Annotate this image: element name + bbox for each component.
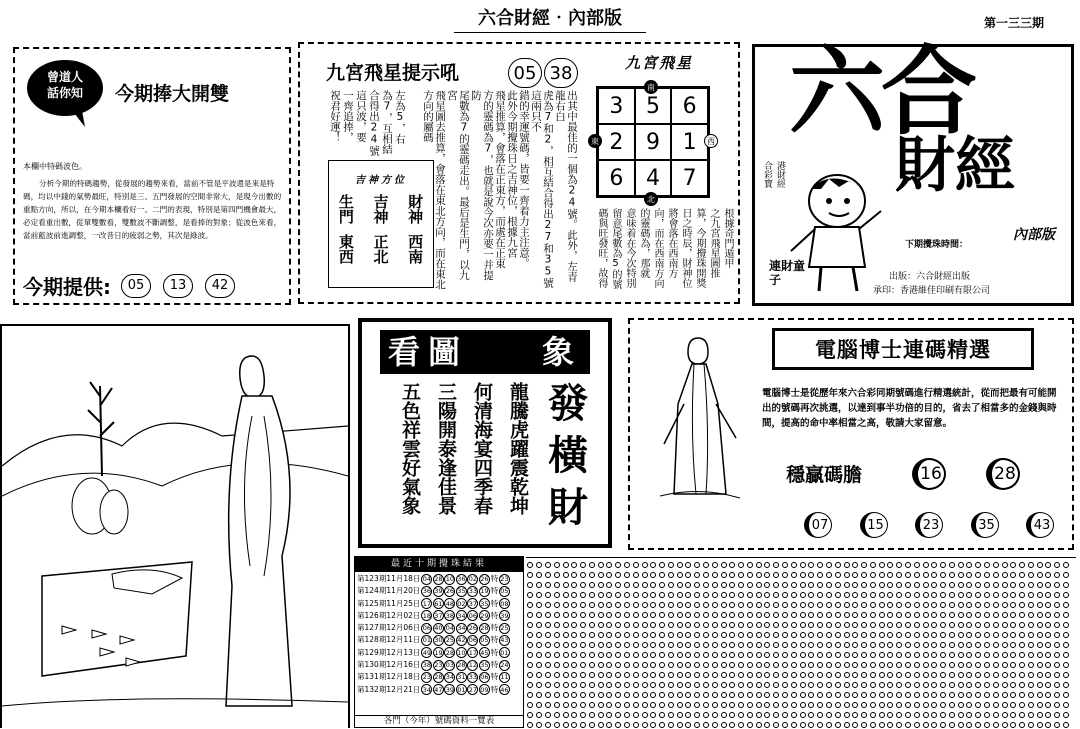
result-number: 28 (434, 673, 443, 682)
result-number: 12 (468, 661, 478, 670)
scholar-garden-illustration (2, 326, 348, 728)
result-issue: 第132期12月21日 (357, 684, 421, 694)
special-number: 39 (500, 611, 509, 620)
result-row (357, 647, 521, 659)
empty-number-dot (923, 722, 929, 728)
empty-number-dot (712, 722, 718, 728)
empty-number-dot (677, 722, 683, 728)
result-issue: 第124期11月20日 (357, 586, 421, 596)
empty-number-dot (993, 722, 999, 728)
empty-number-dot (852, 722, 858, 728)
text-column: 的靈碼為，那就 (638, 208, 649, 278)
result-number: 30 (434, 636, 443, 645)
offer-number: 42 (205, 274, 235, 298)
offer-number: 13 (163, 274, 193, 298)
scholar-illustration-frame (0, 324, 350, 728)
result-number: 03 (445, 661, 455, 670)
result-row (357, 634, 521, 646)
empty-number-dot (808, 722, 814, 728)
empty-number-dot (536, 722, 542, 728)
dot-row (526, 668, 1076, 678)
empty-number-dot (589, 722, 595, 728)
special-number: 08 (500, 599, 509, 608)
doctor-title-box (772, 328, 1034, 370)
stable-number: 28 (986, 458, 1020, 490)
title-number: 38 (544, 58, 578, 88)
special-number: 05 (500, 587, 509, 596)
result-number: 23 (422, 673, 432, 682)
empty-number-dot (949, 722, 955, 728)
result-number: 61 (434, 599, 443, 608)
result-row (357, 671, 521, 683)
empty-number-dot (1002, 722, 1008, 728)
riddle-title-end: 象 (542, 333, 575, 371)
direction-mark-right: 西 (704, 134, 718, 148)
dot-row (526, 638, 1076, 648)
intro-text: 本欄中特碼波色。 (23, 162, 87, 171)
result-number: 38 (422, 661, 432, 670)
empty-number-dot (606, 722, 612, 728)
empty-number-dot (563, 722, 569, 728)
computer-doctor-panel (628, 318, 1074, 550)
result-number: 34 (445, 673, 455, 682)
result-number: 28 (457, 661, 466, 670)
pick-number: 23 (915, 512, 943, 538)
result-number: 23 (434, 661, 443, 670)
result-row (357, 622, 521, 634)
results-rows (355, 572, 523, 697)
empty-number-dot (896, 722, 902, 728)
poem-column: 龍騰虎躍震乾坤 (507, 382, 529, 515)
result-number: 29 (480, 611, 489, 620)
empty-number-dot (940, 722, 946, 728)
result-number: 34 (422, 685, 432, 694)
result-number: 05 (480, 636, 489, 645)
result-issue: 第129期12月13日 (357, 647, 421, 657)
grid-cell: 3 (598, 88, 635, 124)
direction-mark-left: 東 (588, 134, 602, 148)
result-number: 35 (480, 661, 489, 670)
grid-cell: 5 (635, 88, 672, 124)
riddle-poem (396, 382, 532, 542)
flying-star-grid (596, 86, 710, 198)
flying-star-text (584, 208, 734, 300)
dot-row (526, 598, 1076, 608)
result-number: 06 (480, 673, 489, 682)
special-label: 特 (490, 684, 499, 694)
printer-text: 承印：香港維佳印刷有限公司 (873, 286, 991, 296)
panel-headline: 今期捧大開雙 (115, 83, 230, 105)
empty-number-dot (870, 722, 876, 728)
empty-number-dot (764, 722, 770, 728)
special-number: 43 (500, 636, 509, 645)
special-number: 25 (500, 624, 509, 633)
pick-number: 15 (860, 512, 888, 538)
results-title: 最近十期攪珠結果 (355, 557, 523, 572)
text-column: 飛星圖去推算，會落在東北方向，而在東北 (434, 90, 446, 290)
special-label: 特 (490, 672, 499, 682)
empty-number-dot (650, 722, 656, 728)
empty-number-dot (1045, 722, 1051, 728)
empty-number-dot (975, 722, 981, 728)
empty-number-dot (914, 722, 920, 728)
poem-column: 三陽開泰逢佳景 (435, 382, 457, 515)
speech-bubble-badge (25, 57, 105, 129)
empty-number-dot (659, 722, 665, 728)
masthead-title: 六合 (789, 35, 973, 148)
deity-direction: 正北 (371, 234, 390, 264)
empty-number-dot (721, 722, 727, 728)
empty-number-dot (729, 722, 735, 728)
result-number: 35 (457, 587, 466, 596)
title-number: 05 (508, 58, 542, 88)
nine-palace-panel (298, 42, 740, 304)
result-number: 01 (422, 636, 432, 645)
special-label: 特 (490, 635, 499, 645)
grid-cell: 6 (598, 160, 635, 196)
result-row (357, 684, 521, 696)
nine-palace-title: 九宮飛星提示吼 (326, 62, 460, 84)
result-number: 37 (434, 611, 443, 620)
result-number: 34 (457, 624, 466, 633)
table-title: 吉神方位 (355, 175, 407, 186)
empty-number-dot (861, 722, 867, 728)
doctor-description: 電腦博士是從歷年來六合彩同期號碼進行精選統計，從而把最有可能開出的號碼再次挑選，以達到事半功倍的目的，省去了相當多的金錢與時間，提高的命中率相當之高，敬請大家留意。 (762, 388, 1057, 429)
text-column: 祝君好運！ (329, 90, 341, 143)
result-number: 36 (422, 587, 432, 596)
badge-line-1: 曾道人 (46, 70, 83, 84)
empty-number-dot (580, 722, 586, 728)
result-number: 10 (457, 648, 466, 657)
empty-number-dot (694, 722, 700, 728)
result-number: 38 (445, 611, 455, 620)
special-label: 特 (490, 586, 499, 596)
text-column: 虎為7和2，相互結合得出27和35號這兩只不 (530, 90, 554, 288)
result-row (357, 610, 521, 622)
empty-number-dot (545, 722, 551, 728)
masthead-panel (752, 35, 1074, 306)
result-number: 17 (468, 648, 478, 657)
result-number: 17 (422, 599, 432, 608)
empty-number-dot (633, 722, 639, 728)
special-label: 特 (490, 598, 499, 608)
empty-number-dot (615, 722, 621, 728)
text-column: 意味着在今次特別 (624, 208, 635, 288)
text-column: 方的靈碼為7，也就是說今次亦要一并提防 (470, 90, 494, 281)
empty-number-dot (668, 722, 674, 728)
text-column: 合得出24號 (368, 90, 380, 156)
offer-number: 05 (121, 274, 151, 298)
special-number: 23 (500, 575, 509, 583)
special-label: 特 (490, 647, 499, 657)
result-number: 28 (480, 624, 489, 633)
lucky-direction-table (328, 160, 434, 288)
dot-row (526, 558, 1076, 568)
result-issue: 第126期12月02日 (357, 610, 421, 620)
text-column: 這只波，要 (355, 90, 367, 143)
deity-label: 財神 (406, 194, 425, 224)
result-number: 28 (445, 648, 455, 657)
deity-direction: 東西 (336, 234, 355, 264)
doctor-title: 電腦博士連碼精選 (815, 338, 991, 362)
empty-number-dot (931, 722, 937, 728)
result-row (357, 585, 521, 597)
publication-header (440, 6, 660, 40)
flying-star-title: 九宮飛星 (624, 54, 693, 72)
dot-row (526, 688, 1076, 698)
deity-label: 生門 (336, 194, 355, 224)
publication-subtitle: 六合財經‧內部版 (478, 8, 622, 29)
dot-row (526, 718, 1076, 728)
flying-star-box (584, 52, 734, 300)
empty-number-dot (800, 722, 806, 728)
dot-row (526, 618, 1076, 628)
result-number: 35 (480, 599, 489, 608)
empty-number-dot (1010, 722, 1016, 728)
dot-row (526, 578, 1076, 588)
result-number: 42 (457, 636, 466, 645)
text-column: 根據奇門遁甲 (722, 208, 733, 268)
dot-row (526, 658, 1076, 668)
result-number: 09 (480, 685, 489, 694)
empty-number-dot (905, 722, 911, 728)
result-number: 33 (468, 673, 478, 682)
empty-number-dot (527, 722, 533, 728)
empty-number-dot (685, 722, 691, 728)
result-issue: 第125期11月25日 (357, 598, 421, 608)
empty-number-dot (1063, 722, 1069, 728)
text-column: 算，今期攪珠開獎 (694, 208, 705, 288)
empty-number-dot (984, 722, 990, 728)
results-panel (354, 556, 524, 728)
result-number: 31 (457, 673, 466, 682)
dot-row (526, 608, 1076, 618)
empty-number-dot (1028, 722, 1034, 728)
text-column: 此外今期攪珠日之吉神位，根據九宮 (506, 90, 518, 258)
text-column: 出其中最佳的一個為24號。此外，左青龍右白 (554, 90, 578, 282)
text-column: 錯的幸運號碼，皆要一齊着力主注意。 (518, 90, 530, 269)
result-row (357, 598, 521, 610)
text-column: 方向的屬碼 (422, 90, 434, 143)
dot-row (526, 628, 1076, 638)
deity-label: 吉神 (371, 194, 390, 224)
empty-number-dot (887, 722, 893, 728)
dot-row (526, 698, 1076, 708)
side-label: 港財經 (775, 161, 785, 188)
result-number: 37 (468, 599, 478, 608)
result-number: 06 (468, 611, 478, 620)
result-number: 02 (468, 575, 478, 583)
text-column: 尾數為7的靈碼走出。最后是生門，以九宮 (446, 90, 470, 281)
direction-mark-bottom: 北 (644, 192, 658, 206)
empty-number-dot (738, 722, 744, 728)
deity-direction: 西南 (406, 234, 425, 264)
text-column: 向，而在西南方向 (652, 208, 663, 288)
dot-row (526, 678, 1076, 688)
result-issue: 第130期12月16日 (357, 660, 421, 670)
result-number: 25 (445, 636, 455, 645)
big-word: 財 (548, 485, 588, 531)
special-number: 46 (500, 685, 509, 694)
result-number: 48 (445, 599, 455, 608)
dot-row (526, 568, 1076, 578)
grid-cell: 1 (671, 124, 708, 160)
empty-number-dot (958, 722, 964, 728)
result-number: 39 (434, 587, 443, 596)
number-dot-grid (526, 557, 1076, 729)
empty-number-dot (642, 722, 648, 728)
pick-number: 07 (804, 512, 832, 538)
results-footer: 各門（今年）號碼資料一覽表 (355, 715, 523, 727)
result-issue: 第128期12月11日 (357, 635, 421, 645)
grid-cell: 6 (671, 88, 708, 124)
empty-number-dot (835, 722, 841, 728)
nine-palace-column-text-left (328, 90, 406, 170)
text-column: 一齊追捧， (342, 90, 354, 143)
text-column: 之九宮飛星圖推 (708, 208, 719, 278)
result-number: 39 (445, 685, 455, 694)
grid-cell: 4 (635, 160, 672, 196)
result-number: 34 (457, 611, 466, 620)
result-number: 18 (422, 611, 432, 620)
result-number: 26 (468, 624, 478, 633)
analysis-text: 分析今期的特碼趨勢，從發展的趨勢來看，當前不管是平波還是來是特碼，均以中錢的氣勢最旺，特別是三、五門發展的空間非常大，是現今出數的重點方向，所以，在今期本欄看好一、二門的表現，特別是第四門機會最大，必定看重出數，從單雙數看，雙數波不斷調整，是看捧的對象；從波色來看，當前藍波前進調整，一改昔日的疲弱之勢，其次是綠波。 (23, 179, 282, 240)
result-number: 19 (480, 587, 489, 596)
empty-number-dot (773, 722, 779, 728)
masthead-subtitle: 財經 (895, 131, 1015, 201)
result-number: 06 (422, 624, 432, 633)
result-number: 45 (480, 648, 489, 657)
empty-number-dot (703, 722, 709, 728)
text-column: 左為5，右 (394, 90, 406, 144)
result-number: 36 (457, 575, 466, 583)
special-label: 特 (490, 610, 499, 620)
nine-palace-column-text (422, 90, 578, 298)
special-label: 特 (490, 623, 499, 633)
big-word: 橫 (548, 433, 588, 479)
special-number: 11 (500, 673, 509, 682)
result-number: 04 (445, 624, 455, 633)
offer-row (23, 271, 235, 300)
result-number: 28 (434, 575, 443, 583)
empty-number-dot (756, 722, 762, 728)
dot-row (526, 708, 1076, 718)
text-column: 將會落在西南方 (666, 208, 677, 278)
poem-column: 五色祥雲好氣象 (399, 382, 421, 515)
empty-number-dot (966, 722, 972, 728)
direction-mark-top: 南 (644, 80, 658, 94)
empty-number-dot (879, 722, 885, 728)
empty-number-dot (554, 722, 560, 728)
picture-riddle-panel (358, 318, 612, 548)
result-issue: 第131期12月18日 (357, 672, 421, 682)
empty-number-dot (817, 722, 823, 728)
result-number: 47 (434, 685, 443, 694)
result-issue: 第123期11月18日 (357, 574, 421, 583)
empty-number-dot (1019, 722, 1025, 728)
result-number: 26 (445, 587, 455, 596)
empty-number-dot (624, 722, 630, 728)
text-column: 日之時辰，財神位 (680, 208, 691, 288)
result-row (357, 659, 521, 671)
big-word: 發 (548, 381, 588, 427)
empty-number-dot (1037, 722, 1043, 728)
empty-number-dot (791, 722, 797, 728)
mascot-label: 連財童子 (769, 259, 806, 287)
pick-number: 43 (1026, 512, 1054, 538)
stable-label: 穩贏碼膽 (786, 464, 863, 486)
result-issue: 第127期12月06日 (357, 623, 421, 633)
text-column: 留意尾數為5的號 (610, 208, 621, 289)
draw-time-label: 下期攪珠時間： (905, 240, 969, 250)
special-number: 01 (500, 648, 509, 657)
doctor-picks-row (804, 512, 1054, 538)
special-label: 特 (490, 660, 499, 670)
grid-cell: 2 (598, 124, 635, 160)
empty-number-dot (782, 722, 788, 728)
result-number: 26 (480, 575, 489, 583)
result-number: 01 (457, 685, 466, 694)
pick-number: 35 (971, 512, 999, 538)
result-number: 40 (434, 624, 443, 633)
publisher-text: 出版：六合財經出版 (889, 272, 971, 282)
empty-number-dot (844, 722, 850, 728)
result-number: 49 (422, 648, 432, 657)
riddle-big-words (548, 378, 588, 534)
text-column: 飛星推算，會落在正東方，而處在正東 (494, 90, 506, 269)
dot-row (526, 588, 1076, 598)
text-column: 碼與旺發旺，故得 (596, 208, 607, 288)
special-label: 特 (490, 574, 499, 583)
grid-cell: 7 (671, 160, 708, 196)
empty-number-dot (1054, 722, 1060, 728)
dot-row (526, 648, 1076, 658)
offer-label: 今期提供: (23, 275, 111, 299)
result-number: 27 (468, 685, 478, 694)
special-number: 24 (500, 661, 509, 670)
result-number: 33 (468, 587, 478, 596)
badge-line-2: 話你知 (46, 86, 83, 100)
corner-tag: 內部版 (1013, 227, 1055, 243)
grid-cell: 9 (635, 124, 672, 160)
result-number: 10 (445, 575, 455, 583)
empty-number-dot (826, 722, 832, 728)
sage-illustration (660, 334, 740, 504)
poem-column: 何清海宴四季春 (471, 382, 493, 515)
result-number: 04 (422, 575, 432, 583)
result-number: 02 (457, 599, 466, 608)
result-number: 19 (434, 648, 443, 657)
riddle-title: 看圖 (388, 333, 469, 371)
empty-number-dot (747, 722, 753, 728)
result-row (357, 573, 521, 585)
empty-number-dot (598, 722, 604, 728)
text-column: 為7，互相結 (381, 90, 393, 155)
result-number: 06 (468, 636, 478, 645)
secret-tip-panel (13, 47, 291, 305)
empty-number-dot (571, 722, 577, 728)
stable-number: 16 (912, 458, 946, 490)
side-label: 合彩寶 (762, 161, 772, 188)
issue-number: 第一三三期 (984, 16, 1045, 30)
